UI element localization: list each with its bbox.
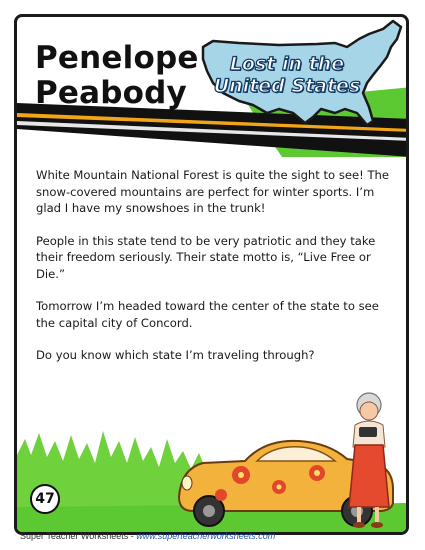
story-paragraph: White Mountain National Forest is quite the sight to see! The snow-covered mountains are perfect for winter sports. I’m glad I have my snowshoes in the trunk! bbox=[36, 168, 390, 215]
title-line-1: Penelope bbox=[35, 40, 199, 76]
footer bbox=[20, 531, 275, 541]
footer-url-link[interactable]: www.superteacherworksheets.com bbox=[136, 531, 276, 541]
footer-publisher: Super Teacher Worksheets - bbox=[20, 531, 137, 541]
traveler-icon bbox=[349, 393, 389, 528]
worksheet-page bbox=[14, 14, 409, 535]
story-paragraph: Tomorrow I’m headed toward the center of the state to see the capital city of Concord. bbox=[36, 299, 379, 330]
page-number-badge: 47 bbox=[30, 484, 60, 514]
story-text bbox=[36, 167, 396, 380]
scene-illustration bbox=[17, 377, 409, 535]
series-banner bbox=[212, 53, 362, 97]
story-paragraph: People in this state tend to be very patriotic and they take their freedom seriously. Their state motto is, “Live Free or Die.” bbox=[36, 233, 376, 281]
page-title bbox=[35, 41, 199, 111]
story-paragraph: Do you know which state I’m traveling through? bbox=[36, 348, 315, 362]
title-line-2: Peabody bbox=[35, 75, 187, 111]
banner-line-1: Lost in the bbox=[229, 53, 345, 75]
banner-line-2: United States bbox=[213, 75, 361, 97]
